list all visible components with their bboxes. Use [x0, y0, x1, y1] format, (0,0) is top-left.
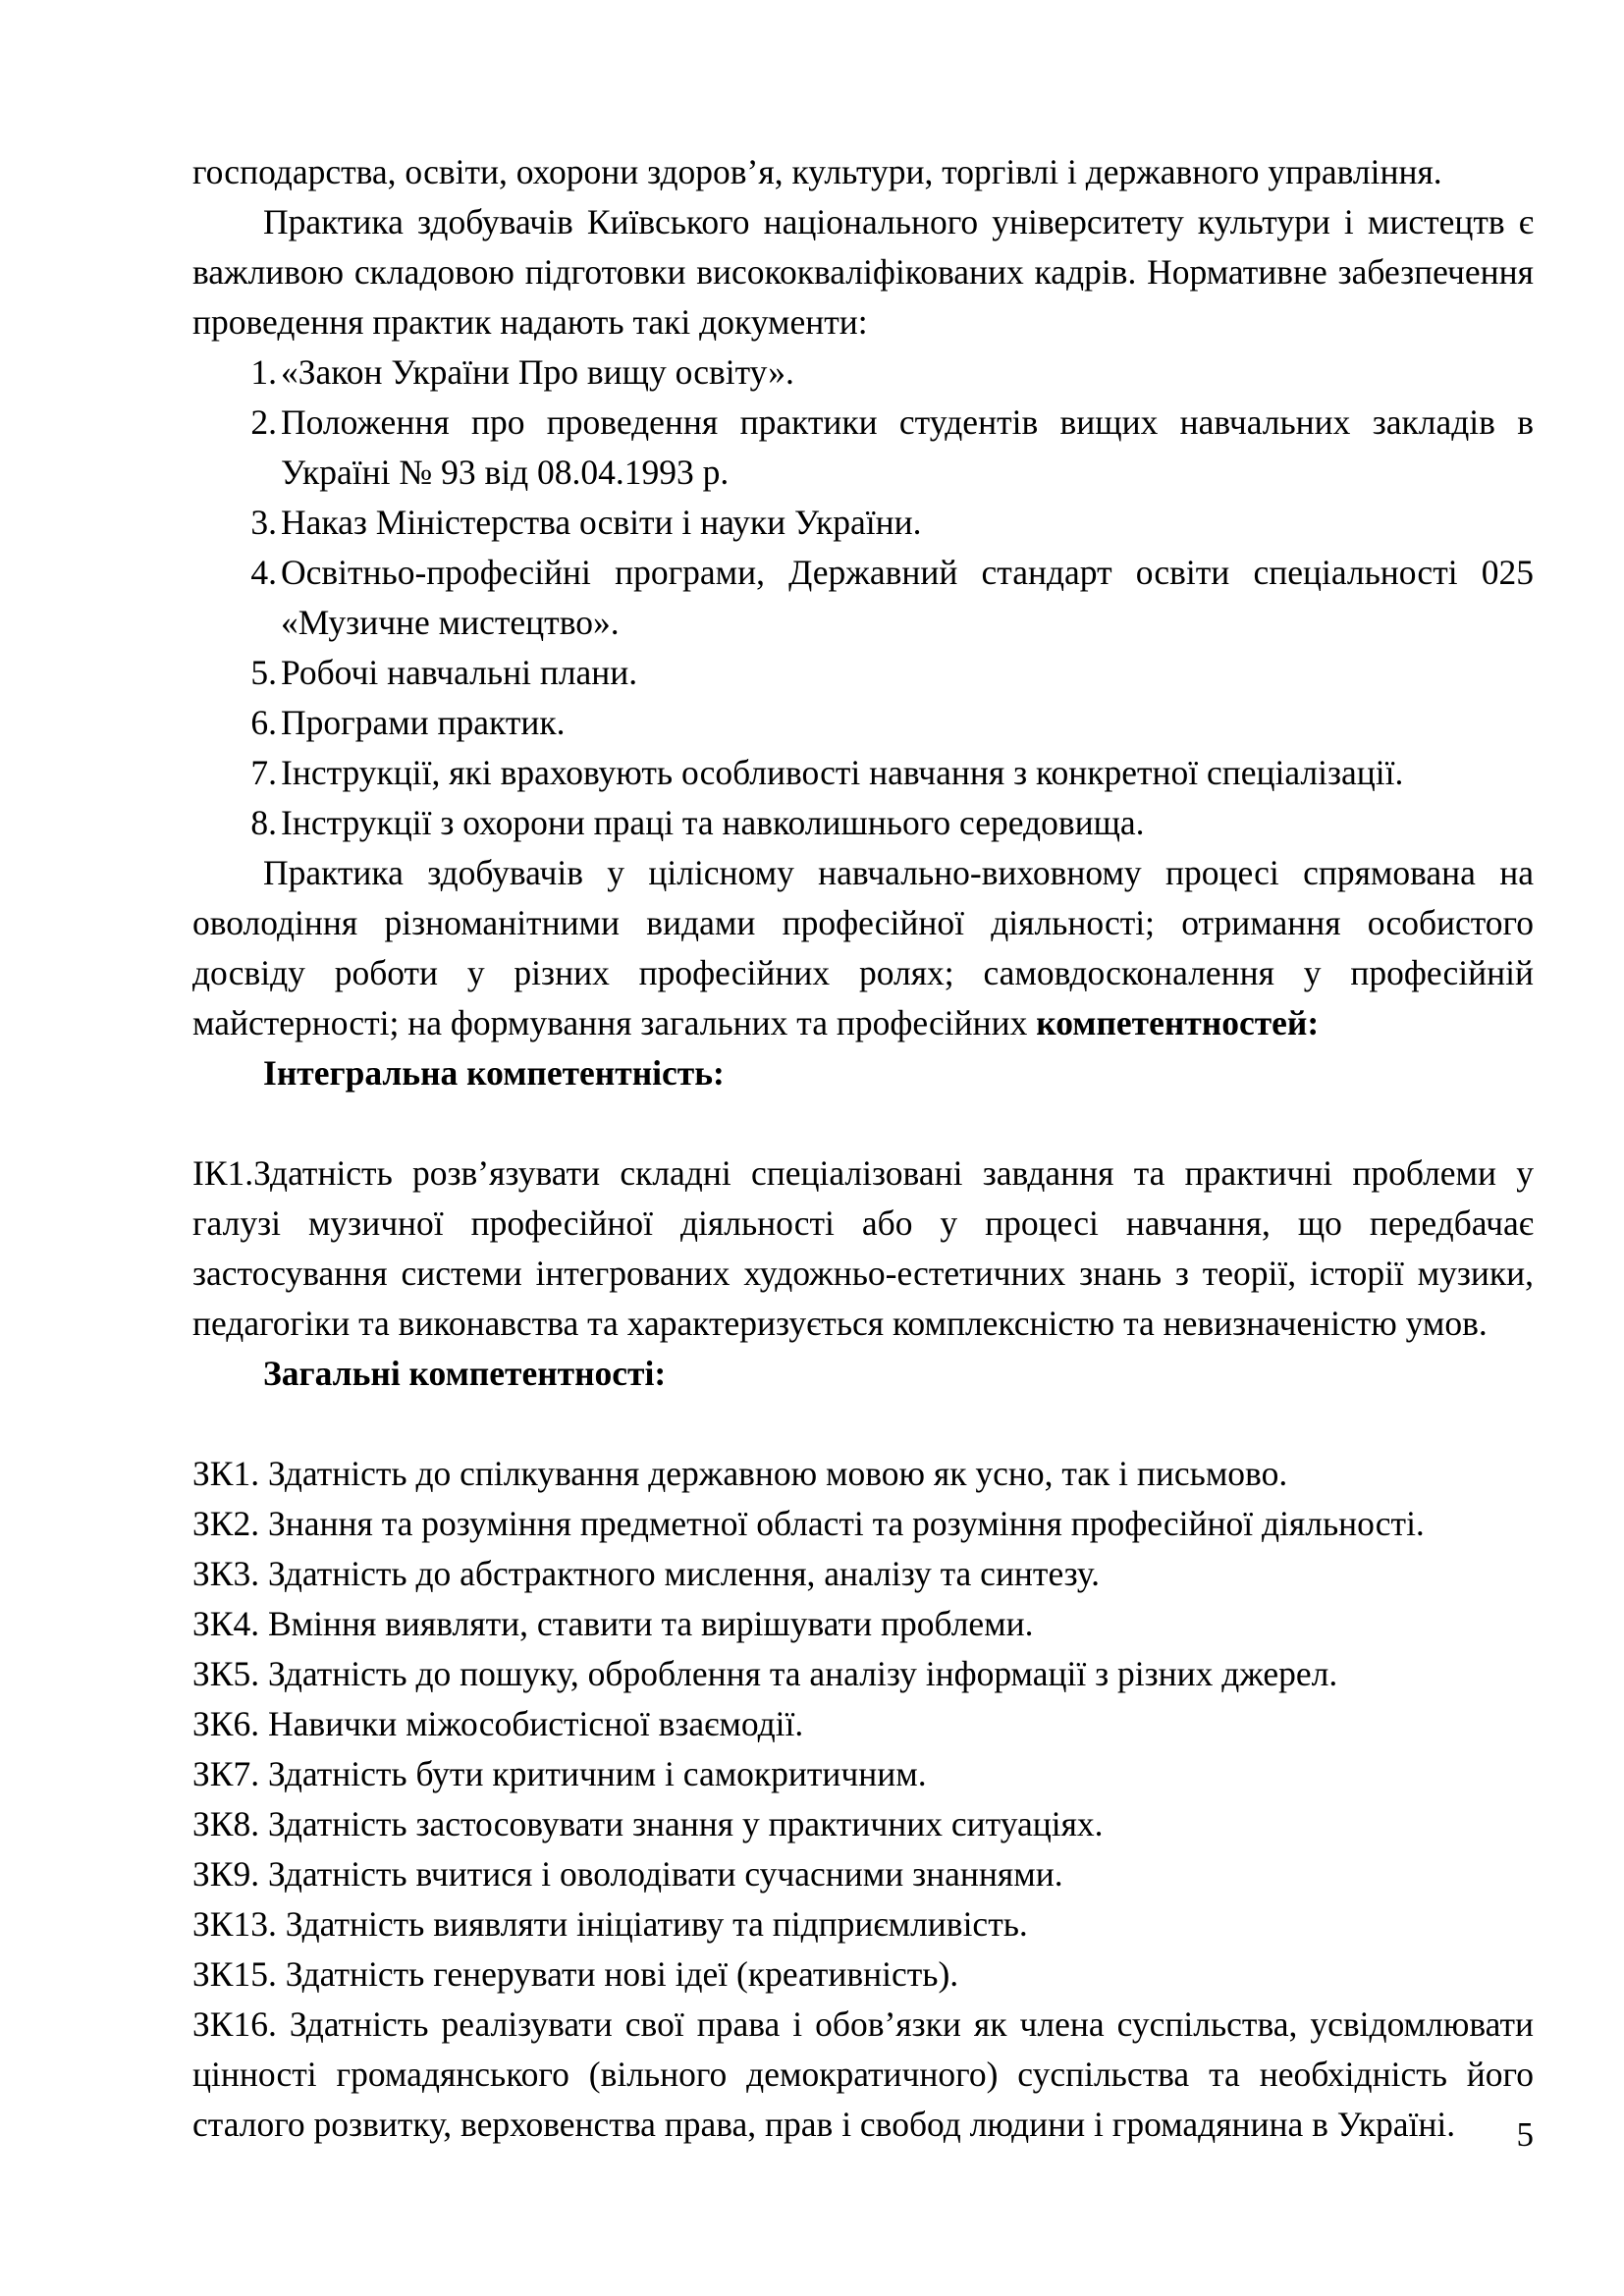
list-item — [192, 748, 1534, 798]
competence-zk9: ЗК9. Здатність вчитися і оволодівати сучасними знаннями. — [192, 1854, 1063, 1894]
heading-general-competences: Загальні компетентності: — [263, 1354, 667, 1393]
list-item — [192, 548, 1534, 648]
list-item-number: 3. — [250, 503, 277, 542]
page-number: 5 — [1516, 2115, 1534, 2154]
competence-zk15: ЗК15. Здатність генерувати нові ідеї (креативність). — [192, 1954, 959, 1994]
paragraph-continuation: господарства, освіти, охорони здоров’я, культури, торгівлі і державного управління. — [192, 152, 1442, 191]
paragraph-competences-intro-text: Практика здобувачів у цілісному навчально-виховному процесі спрямована на оволодіння різноманітними видами професійної діяльності; отримання особистого досвіду роботи у різних професійних ролях; самовдосконалення у професійній майстерності; на формування загальних та професійних — [192, 853, 1534, 1042]
paragraph-practice-intro: Практика здобувачів Київського національного університету культури і мистецтв є важливою складовою підготовки висококваліфікованих кадрів. Нормативне забезпечення проведення практик надають такі документи: — [192, 202, 1534, 342]
competence-zk1: ЗК1. Здатність до спілкування державною мовою як усно, так і письмово. — [192, 1454, 1288, 1493]
paragraph-competences-bold-tail: компетентностей: — [1036, 1003, 1320, 1042]
list-item — [192, 798, 1534, 848]
paragraph-ik1: ІК1.Здатність розв’язувати складні спеціалізовані завдання та практичні проблеми у галузі музичної професійної діяльності або у процесі навчання, що передбачає застосування системи інтегрованих художньо-естетичних знань з теорії, історії музики, педагогіки та виконавства та характеризується комплексністю та невизначеністю умов. — [192, 1153, 1534, 1343]
competence-zk6: ЗК6. Навички міжособистісної взаємодії. — [192, 1704, 804, 1743]
competence-zk13: ЗК13. Здатність виявляти ініціативу та підприємливість. — [192, 1904, 1028, 1944]
list-item-number: 5. — [250, 653, 277, 692]
list-item-text: Інструкції, які враховують особливості навчання з конкретної спеціалізації. — [281, 753, 1404, 792]
list-item-text: Положення про проведення практики студентів вищих навчальних закладів в Україні № 93 від 08.04.1993 р. — [281, 402, 1534, 492]
competence-zk4: ЗК4. Вміння виявляти, ставити та вирішувати проблеми. — [192, 1604, 1034, 1643]
page-content — [192, 147, 1534, 2150]
list-item-text: Робочі навчальні плани. — [281, 653, 638, 692]
list-item-number: 6. — [250, 703, 277, 742]
list-item-text: Освітньо-професійні програми, Державний стандарт освіти спеціальності 025 «Музичне мистецтво». — [281, 553, 1534, 642]
paragraph-competences-intro — [192, 848, 1534, 1048]
list-item — [192, 347, 1534, 398]
normative-documents-list — [192, 347, 1534, 848]
competence-zk8: ЗК8. Здатність застосовувати знання у практичних ситуаціях. — [192, 1804, 1104, 1843]
list-item-number: 4. — [250, 553, 277, 592]
competence-zk3: ЗК3. Здатність до абстрактного мислення, аналізу та синтезу. — [192, 1554, 1100, 1593]
list-item-number: 8. — [250, 803, 277, 842]
competence-zk2: ЗК2. Знання та розуміння предметної області та розуміння професійної діяльності. — [192, 1504, 1425, 1543]
list-item-text: Програми практик. — [281, 703, 566, 742]
list-item-number: 7. — [250, 753, 277, 792]
list-item — [192, 648, 1534, 698]
heading-integral-competence: Інтегральна компетентність: — [263, 1053, 725, 1093]
list-item-text: «Закон України Про вищу освіту». — [281, 352, 794, 392]
list-item — [192, 398, 1534, 498]
list-item-text: Інструкції з охорони праці та навколишнього середовища. — [281, 803, 1145, 842]
competence-zk16: ЗК16. Здатність реалізувати свої права і обов’язки як члена суспільства, усвідомлювати цінності громадянського (вільного демократичного) суспільства та необхідність його сталого розвитку, верховенства права, прав і свобод людини і громадянина в Україні. — [192, 2004, 1534, 2144]
competence-zk5: ЗК5. Здатність до пошуку, оброблення та аналізу інформації з різних джерел. — [192, 1654, 1338, 1693]
list-item — [192, 498, 1534, 548]
list-item-text: Наказ Міністерства освіти і науки України. — [281, 503, 922, 542]
competence-zk7: ЗК7. Здатність бути критичним і самокритичним. — [192, 1754, 927, 1793]
list-item-number: 1. — [250, 352, 277, 392]
list-item-number: 2. — [250, 402, 277, 442]
list-item — [192, 698, 1534, 748]
